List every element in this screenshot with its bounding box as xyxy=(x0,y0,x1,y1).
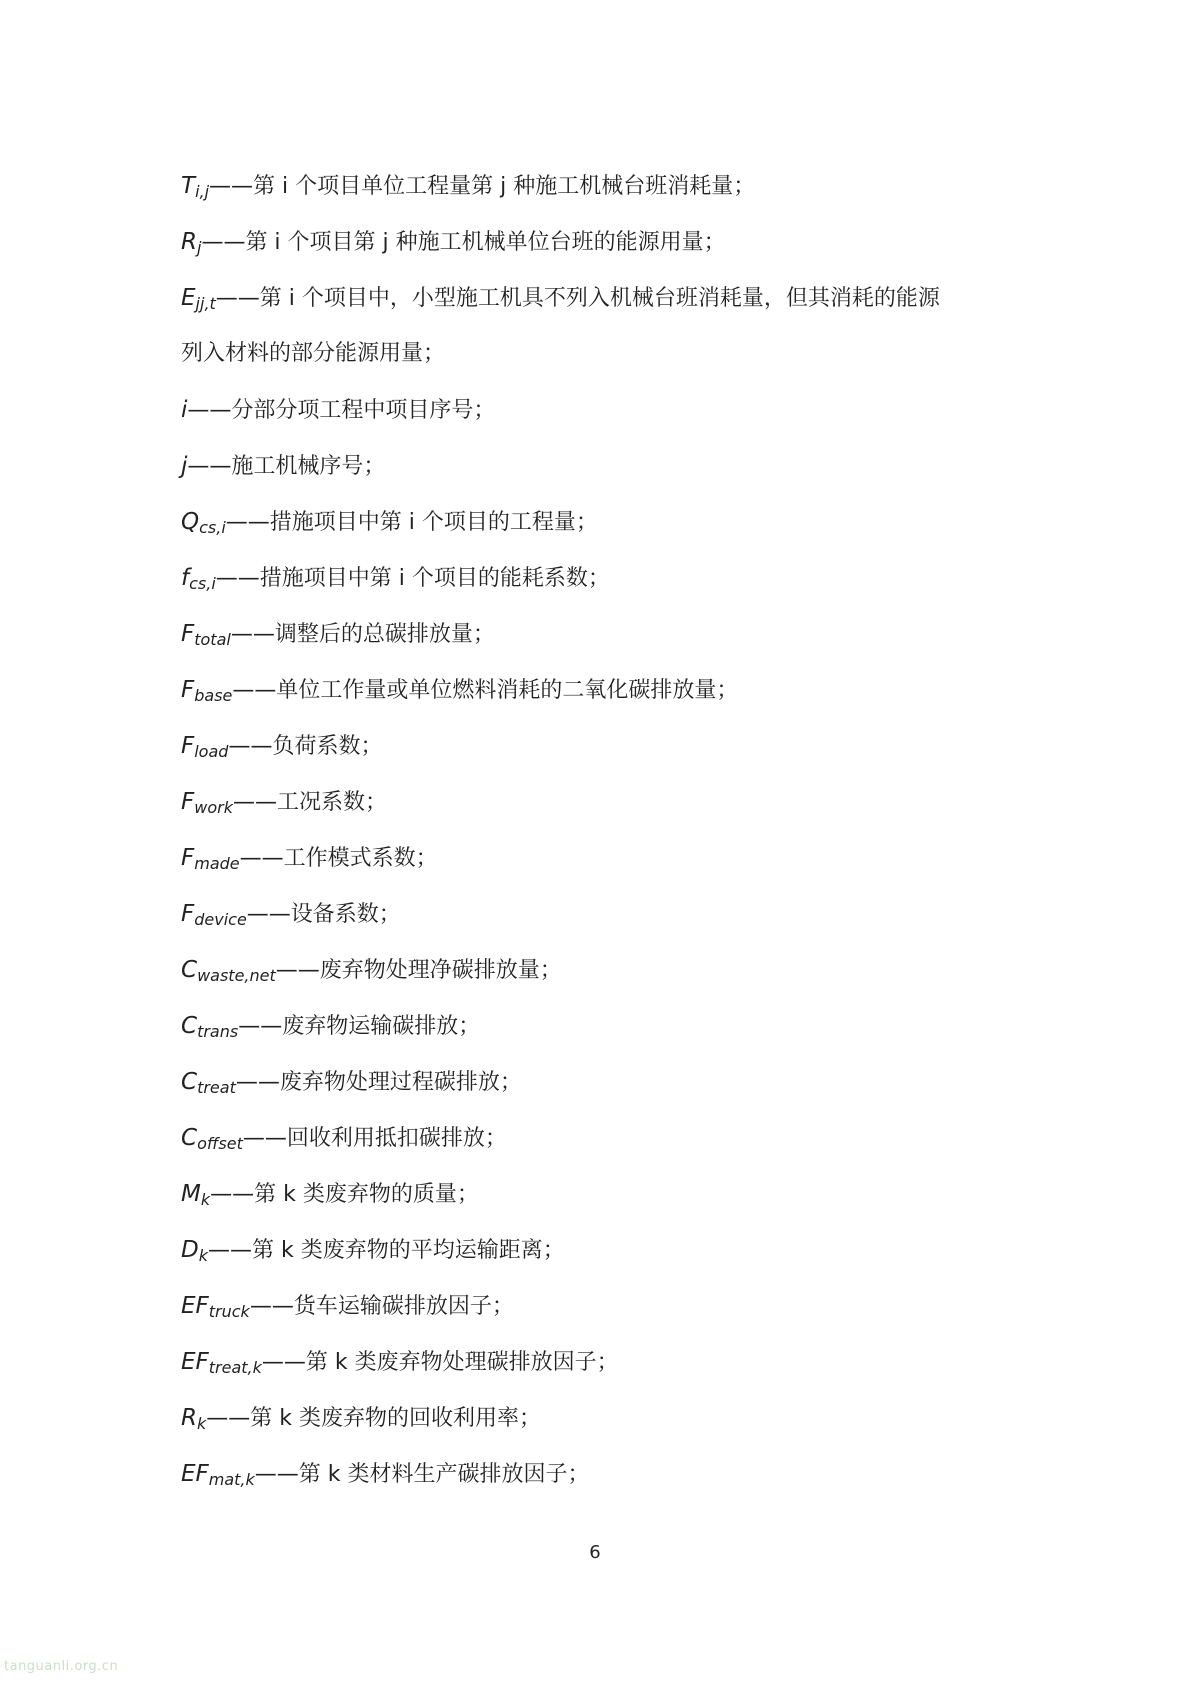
symbol-subscript: trans xyxy=(197,1022,239,1041)
definition-text: ——工况系数； xyxy=(232,790,387,815)
definition-line xyxy=(181,1390,1061,1446)
definition-text: ——设备系数； xyxy=(246,902,401,927)
definition-line xyxy=(181,1222,1061,1278)
symbol: E xyxy=(181,285,196,311)
symbol: M xyxy=(181,1181,201,1207)
symbol-subscript: waste,net xyxy=(197,966,276,985)
definition-text: ——施工机械序号； xyxy=(187,454,386,479)
definition-line xyxy=(181,270,1061,326)
symbol-subscript: k xyxy=(200,1190,211,1209)
page-number: 6 xyxy=(589,1542,601,1563)
definition-line xyxy=(181,886,1061,942)
definitions-list xyxy=(181,158,1061,1502)
symbol-subscript: treat xyxy=(197,1078,236,1097)
definition-text: ——调整后的总碳排放量； xyxy=(230,622,495,647)
symbol: R xyxy=(181,1405,197,1431)
definition-text: ——第 k 类材料生产碳排放因子； xyxy=(254,1462,590,1487)
definition-line xyxy=(181,382,1061,438)
definition-text: ——第 i 个项目第 j 种施工机械单位台班的能源用量； xyxy=(201,230,726,255)
symbol: i xyxy=(181,397,188,423)
symbol: F xyxy=(181,845,195,871)
definition-line xyxy=(181,1446,1061,1502)
definition-text: ——废弃物运输碳排放； xyxy=(238,1014,481,1039)
symbol: Q xyxy=(181,509,200,535)
symbol: F xyxy=(181,789,195,815)
symbol: D xyxy=(181,1237,199,1263)
symbol-subscript: mat,k xyxy=(208,1470,255,1489)
definition-line xyxy=(181,1278,1061,1334)
definition-line xyxy=(181,606,1061,662)
symbol-subscript: k xyxy=(196,1414,207,1433)
symbol: F xyxy=(181,677,195,703)
definition-text: ——第 i 个项目中，小型施工机具不列入机械台班消耗量，但其消耗的能源 xyxy=(215,286,940,311)
symbol-subscript: k xyxy=(198,1246,208,1265)
definition-line xyxy=(181,998,1061,1054)
definition-text: ——回收利用抵扣碳排放； xyxy=(242,1126,507,1151)
definition-line xyxy=(181,438,1061,494)
definition-line xyxy=(181,214,1061,270)
symbol-subscript: truck xyxy=(208,1302,250,1321)
symbol: C xyxy=(181,1069,198,1095)
definition-text: ——分部分项工程中项目序号； xyxy=(187,398,496,423)
definition-line xyxy=(181,662,1061,718)
symbol-subscript: j xyxy=(196,238,202,257)
definition-line xyxy=(181,830,1061,886)
symbol: C xyxy=(181,1013,198,1039)
symbol: j xyxy=(181,453,188,479)
symbol: R xyxy=(181,229,197,255)
definition-text: ——措施项目中第 i 个项目的工程量； xyxy=(225,510,598,535)
symbol: F xyxy=(181,901,195,927)
symbol-subscript: offset xyxy=(197,1134,243,1153)
symbol: F xyxy=(181,733,195,759)
definition-line xyxy=(181,1334,1061,1390)
definition-text: ——第 k 类废弃物处理碳排放因子； xyxy=(261,1350,619,1375)
symbol-subscript: load xyxy=(194,742,229,761)
definition-text: ——第 i 个项目单位工程量第 j 种施工机械台班消耗量； xyxy=(209,174,756,199)
symbol: C xyxy=(181,1125,198,1151)
symbol-subscript: base xyxy=(194,686,233,705)
definition-line xyxy=(181,942,1061,998)
definition-line xyxy=(181,774,1061,830)
definition-text: ——货车运输碳排放因子； xyxy=(249,1294,514,1319)
definition-text: ——第 k 类废弃物的平均运输距离； xyxy=(207,1238,565,1263)
symbol-subscript: total xyxy=(194,630,231,649)
definition-text: ——单位工作量或单位燃料消耗的二氧化碳排放量； xyxy=(232,678,739,703)
definition-text: ——废弃物处理净碳排放量； xyxy=(275,958,562,983)
symbol: f xyxy=(181,565,190,591)
definition-text: ——第 k 类废弃物的回收利用率； xyxy=(206,1406,541,1431)
definition-continuation: 列入材料的部分能源用量； xyxy=(181,341,446,366)
symbol-subscript: jj,t xyxy=(195,294,216,313)
definition-text: ——工作模式系数； xyxy=(239,846,438,871)
definition-line xyxy=(181,1054,1061,1110)
watermark: tanguanli.org.cn xyxy=(4,1659,119,1674)
symbol: EF xyxy=(181,1349,209,1375)
definition-line xyxy=(181,1110,1061,1166)
symbol: T xyxy=(181,173,196,199)
definition-line xyxy=(181,550,1061,606)
symbol: C xyxy=(181,957,198,983)
symbol-subscript: device xyxy=(194,910,247,929)
symbol-subscript: treat,k xyxy=(208,1358,262,1377)
definition-text: ——废弃物处理过程碳排放； xyxy=(235,1070,522,1095)
symbol-subscript: made xyxy=(194,854,240,873)
definition-text: ——第 k 类废弃物的质量； xyxy=(210,1182,479,1207)
definition-text: ——负荷系数； xyxy=(228,734,383,759)
symbol-subscript: i,j xyxy=(195,182,210,201)
definition-line xyxy=(181,494,1061,550)
symbol-subscript: cs,i xyxy=(199,518,226,537)
symbol-subscript: work xyxy=(194,798,233,817)
definition-line xyxy=(181,718,1061,774)
symbol-subscript: cs,i xyxy=(189,574,216,593)
definition-line xyxy=(181,1166,1061,1222)
definition-text: ——措施项目中第 i 个项目的能耗系数； xyxy=(215,566,610,591)
symbol: EF xyxy=(181,1461,209,1487)
symbol: EF xyxy=(181,1293,209,1319)
symbol: F xyxy=(181,621,195,647)
definition-line xyxy=(181,158,1061,214)
